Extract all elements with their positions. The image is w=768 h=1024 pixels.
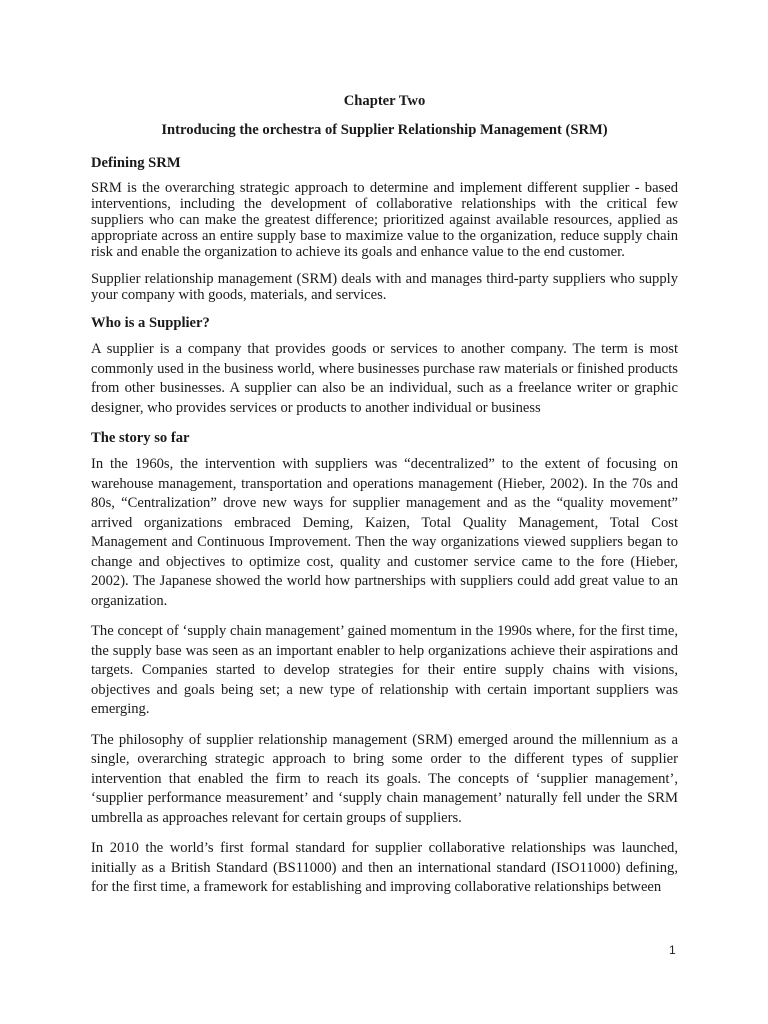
section-heading-who-is-a-supplier: Who is a Supplier?	[91, 315, 210, 331]
section-heading-the-story-so-far: The story so far	[91, 430, 190, 446]
paragraph: In 2010 the world’s first formal standard for supplier collaborative relationships was launched, initially as a British Standard (BS11000) and then an international standard (ISO11000) defining, for the first time, a framework for establishing and improving collaborative relationships between	[91, 840, 678, 895]
page-number: 1	[669, 943, 676, 957]
document-title: Introducing the orchestra of Supplier Relationship Management (SRM)	[161, 122, 608, 138]
paragraph: Supplier relationship management (SRM) deals with and manages third-party suppliers who supply your company with goods, materials, and services.	[91, 271, 678, 303]
section-heading-defining-srm: Defining SRM	[91, 155, 181, 171]
paragraph: In the 1960s, the intervention with suppliers was “decentralized” to the extent of focusing on warehouse management, transportation and operations management (Hieber, 2002). In the 70s and 80s, “Centralization” drove new ways for supplier management and as the “quality movement” arrived organizations embraced Deming, Kaizen, Total Quality Management, Total Cost Management and Continuous Improvement. Then the way organizations viewed suppliers began to change and objectives to optimize cost, quality and customer service came to the fore (Hieber, 2002). The Japanese showed the world how partnerships with suppliers could add great value to an organization.	[91, 456, 678, 609]
paragraph: A supplier is a company that provides goods or services to another company. The term is most commonly used in the business world, where businesses purchase raw materials or finished products from other businesses. A supplier can also be an individual, such as a freelance writer or graphic designer, who provides services or products to another individual or business	[91, 341, 678, 416]
chapter-heading: Chapter Two	[343, 93, 426, 109]
paragraph: The philosophy of supplier relationship management (SRM) emerged around the millennium as a single, overarching strategic approach to bring some order to the different types of supplier intervention that enabled the firm to reach its goals. The concepts of ‘supplier management’, ‘supplier performance measurement’ and ‘supply chain management’ naturally fell under the SRM umbrella as approaches relevant for certain groups of suppliers.	[91, 731, 678, 826]
paragraph: The concept of ‘supply chain management’ gained momentum in the 1990s where, for the first time, the supply base was seen as an important enabler to help organizations achieve their aspirations and targets. Companies started to develop strategies for their entire supply chains with visions, objectives and goals being set; a new type of relationship with certain important suppliers was emerging.	[91, 623, 678, 717]
page-content	[91, 92, 678, 909]
paragraph: SRM is the overarching strategic approach to determine and implement different supplier - based interventions, including the development of collaborative relationships with the critical few suppliers who can make the greatest difference; prioritized against available resources, applied as appropriate across an entire supply base to maximize value to the organization, reduce supply chain risk and enable the organization to achieve its goals and enhance value to the end customer.	[91, 180, 678, 260]
